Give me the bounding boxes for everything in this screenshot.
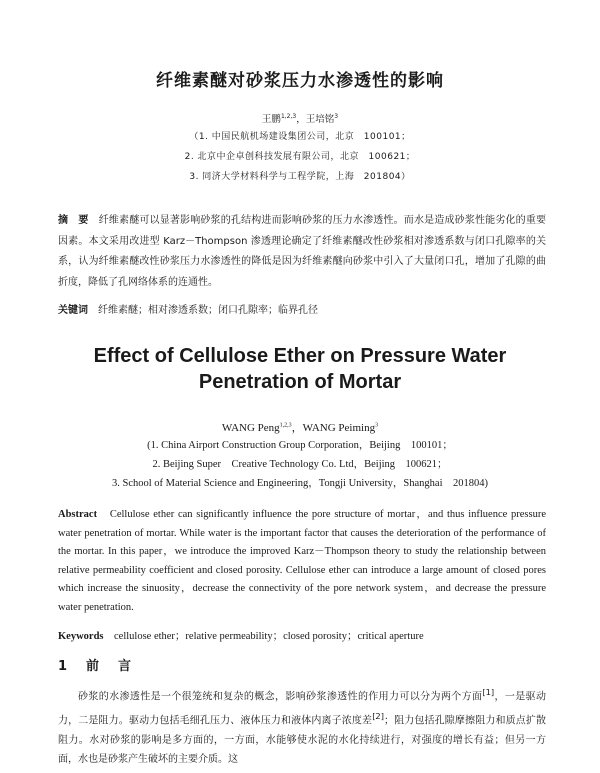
chinese-author-2: ，王培铭 bbox=[296, 114, 335, 125]
section-1-heading: 1 前 言 bbox=[58, 659, 135, 674]
english-title bbox=[0, 343, 600, 395]
chinese-authors bbox=[0, 111, 600, 125]
english-keywords-text: cellulose ether；relative permeability；closed porosity；critical aperture bbox=[114, 631, 424, 642]
body-text-part-1: 砂浆的水渗透性是一个很笼统和复杂的概念，影响砂浆渗透性的作用力可以分为两个方面 bbox=[78, 691, 483, 703]
chinese-abstract bbox=[58, 211, 546, 293]
chinese-keywords-label: 关键词 bbox=[58, 305, 88, 316]
english-affiliation-3: 3. School of Material Science and Engineering，Tongji University，Shanghai 201804) bbox=[111, 478, 489, 489]
english-abstract bbox=[58, 506, 546, 617]
chinese-keywords bbox=[58, 301, 546, 316]
chinese-author-1-sup: 1,2,3 bbox=[280, 112, 297, 120]
body-text-part-3: ；阻力包括孔隙摩擦阻力和质点扩散阻力。水对砂浆的影响是多方面的，一方面，水能够使水泥的水化持续进行，对强度的增长有益；但另一方面，水也是砂浆产生破坏的主要介质。这 bbox=[58, 715, 547, 766]
chinese-affiliation-2: 2. 北京中企卓创科技发展有限公司，北京 100621； bbox=[184, 152, 416, 162]
english-author-1: WANG Peng bbox=[221, 422, 280, 434]
english-abstract-label: Abstract bbox=[58, 509, 98, 520]
english-affiliation-2: 2. Beijing Super Creative Technology Co. Ltd，Beijing 100621； bbox=[152, 459, 448, 470]
body-text-part-2: ，一是驱动力，二是阻力。驱动力包括毛细孔压力、液体压力和液体内离子浓度差 bbox=[58, 691, 547, 727]
chinese-title: 纤维素醚对砂浆压力水渗透性的影响 bbox=[156, 71, 444, 91]
chinese-author-1: 王鹏 bbox=[261, 114, 281, 125]
english-affiliation-1: (1. China Airport Construction Group Corporation，Beijing 100101； bbox=[147, 440, 453, 451]
english-title-line-1: Effect of Cellulose Ether on Pressure Water bbox=[93, 345, 507, 367]
chinese-author-2-sup: 3 bbox=[334, 112, 339, 120]
citation-2: [2] bbox=[372, 710, 384, 721]
chinese-abstract-label: 摘 要 bbox=[58, 215, 89, 226]
citation-1: [1] bbox=[482, 687, 495, 697]
english-abstract-text: Cellulose ether can significantly influence the pore structure of mortar，and thus influence pressure water penetration of mortar. While water is the important factor that causes the deterioration of the performance of the mortar. In this paper，we introduce the improved Karz－Thompson theory to study the relationship between relative permeability coefficient and closed porosity. Cellulose ether can introduce a large amount of closed pores which increase the sinuosity，decrease the connectivity of the pore network system，and decrease the pressure water penetration. bbox=[58, 509, 547, 613]
chinese-abstract-text: 纤维素醚可以显著影响砂浆的孔结构进而影响砂浆的压力水渗透性。而水是造成砂浆性能劣化的重要因素。本文采用改进型 Karz－Thompson 渗透理论确定了纤维素醚改性砂浆相对渗透系数与闭口孔隙率的关系，认为纤维素醚改性砂浆压力水渗透性的降低是因为纤维素醚向砂浆中引入了大量闭口孔，增加了孔隙的曲折度，降低了孔网络体系的连通性。 bbox=[58, 215, 547, 288]
english-title-line-2: Penetration of Mortar bbox=[198, 371, 402, 393]
english-keywords-label: Keywords bbox=[58, 631, 104, 642]
english-authors bbox=[0, 419, 600, 435]
chinese-affiliation-1: （1. 中国民航机场建设集团公司，北京 100101； bbox=[189, 132, 411, 142]
english-author-2: ，WANG Peiming bbox=[291, 422, 376, 434]
chinese-keywords-text: 纤维素醚；相对渗透系数；闭口孔隙率；临界孔径 bbox=[98, 305, 318, 316]
english-author-1-sup: 1,2,3 bbox=[279, 422, 292, 429]
english-author-2-sup: 3 bbox=[375, 422, 379, 429]
chinese-affiliation-3: 3. 同济大学材料科学与工程学院，上海 201804） bbox=[189, 172, 411, 182]
section-1-body bbox=[58, 683, 546, 770]
english-keywords bbox=[58, 628, 546, 643]
